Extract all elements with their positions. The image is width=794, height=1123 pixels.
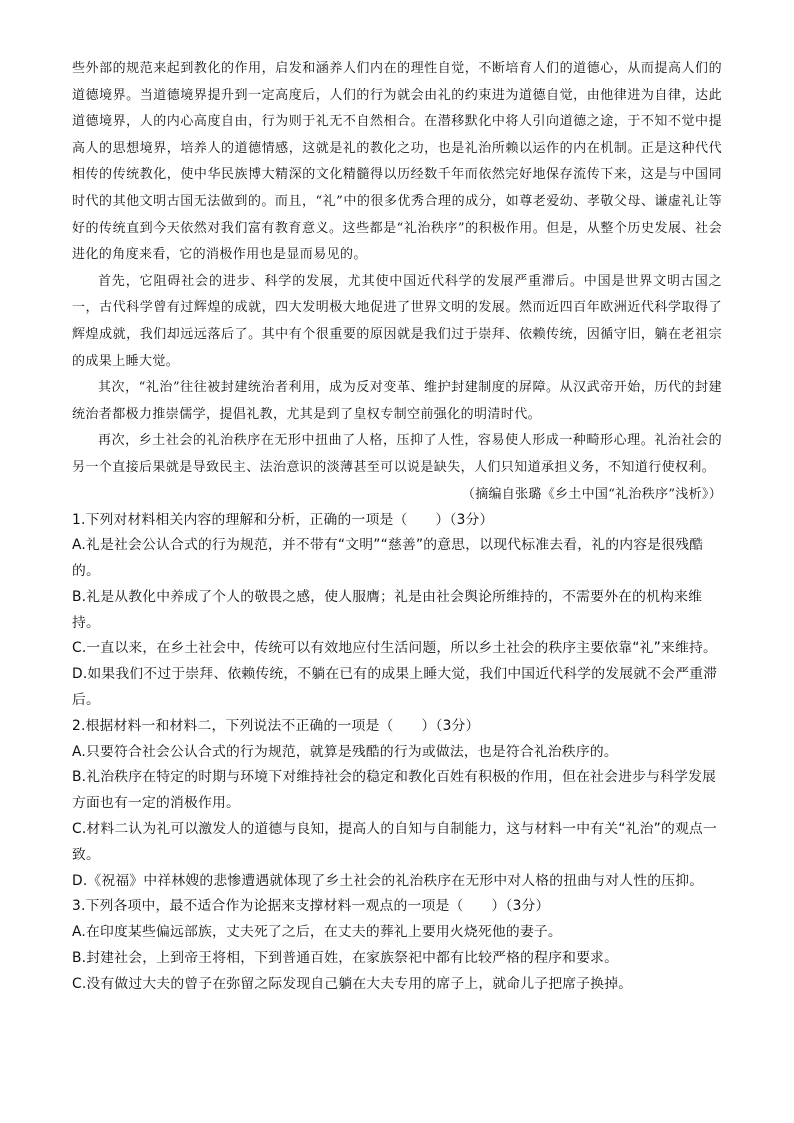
question-3-option-b: B.封建社会，上到帝王将相，下到普通百姓，在家族祭祀中都有比较严格的程序和要求。 — [72, 950, 619, 967]
question-1-option-c: C.一直以来，在乡土社会中，传统可以有效地应付生活问题，所以乡土社会的秩序主要依靠“礼”来维持。 — [72, 640, 717, 657]
exam-page — [72, 56, 722, 998]
question-1-stem: 1.下列对材料相关内容的理解和分析，正确的一项是（ ）（3分） — [72, 511, 494, 528]
question-3-option-a: A.在印度某些偏远部族，丈夫死了之后，在丈夫的葬礼上要用火烧死他的妻子。 — [72, 924, 562, 941]
passage-paragraph-2: 首先，它阻碍社会的进步、科学的发展，尤其使中国近代科学的发展严重滞后。中国是世界文明古国之一，古代科学曾有过辉煌的成就，四大发明极大地促进了世界文明的发展。然而近四百年欧洲近代科学取得了辉煌成就，我们却远远落后了。其中有个很重要的原因就是我们过于崇拜、依赖传统，因循守旧，躺在老祖宗的成果上睡大觉。 — [72, 273, 722, 369]
passage-paragraph-1: 些外部的规范来起到教化的作用，启发和涵养人们内在的理性自觉，不断培育人们的道德心，从而提高人们的道德境界。当道德境界提升到一定高度后，人们的行为就会由礼的约束进为道德自觉，由他律进为自律，达此道德境界，人的内心高度自由，行为则于礼无不自然相合。在潜移默化中将人引向道德之途，于不知不觉中提高人的思想境界，培养人的道德情感，这就是礼的教化之功，也是礼治所赖以运作的内在机制。正是这种代代相传的传统教化，使中华民族博大精深的文化精髓得以历经数千年而依然完好地保存流传下来，这是与中国同时代的其他文明古国无法做到的。而且，“礼”中的很多优秀合理的成分，如尊老爱幼、孝敬父母、谦虚礼让等好的传统直到今天依然对我们富有教育意义。这些都是“礼治秩序”的积极作用。但是，从整个历史发展、社会进化的角度来看，它的消极作用也是显而易见的。 — [72, 61, 722, 263]
question-1-option-d: D.如果我们不过于崇拜、依赖传统，不躺在已有的成果上睡大觉，我们中国近代科学的发展就不会严重滞后。 — [72, 666, 718, 709]
question-1-option-a: A.礼是社会公认合式的行为规范，并不带有“文明”“慈善”的意思，以现代标准去看，礼的内容是很残酷的。 — [72, 537, 704, 580]
passage-paragraph-4: 再次，乡土社会的礼治秩序在无形中扭曲了人格，压抑了人性，容易使人形成一种畸形心理。礼治社会的另一个直接后果就是导致民主、法治意识的淡薄甚至可以说是缺失，人们只知道承担义务，不知道行使权利。 — [72, 433, 722, 475]
question-2-option-d: D.《祝福》中祥林嫂的悲惨遭遇就体现了乡土社会的礼治秩序在无形中对人格的扭曲与对人性的压抑。 — [72, 872, 704, 889]
question-2-stem: 2.根据材料一和材料二，下列说法不正确的一项是（ ）（3分） — [72, 717, 480, 734]
reading-passage — [72, 56, 722, 482]
question-2-option-c: C.材料二认为礼可以激发人的道德与良知，提高人的自知与自制能力，这与材料一中有关“礼治”的观点一致。 — [72, 821, 717, 863]
question-list — [72, 508, 722, 998]
question-2 — [72, 714, 722, 895]
question-3 — [72, 894, 722, 997]
passage-source: （摘编自张璐《乡土中国“礼治秩序”浅析》） — [461, 486, 722, 502]
question-2-option-b: B.礼治秩序在特定的时期与环境下对维持社会的稳定和教化百姓有积极的作用，但在社会进步与科学发展方面也有一定的消极作用。 — [72, 769, 717, 812]
question-1 — [72, 508, 722, 714]
passage-paragraph-3: 其次，“礼治”往往被封建统治者利用，成为反对变革、维护封建制度的屏障。从汉武帝开始，历代的封建统治者都极力推崇儒学，提倡礼教，尤其是到了皇权专制空前强化的明清时代。 — [72, 380, 722, 422]
question-3-stem: 3.下列各项中，最不适合作为论据来支撑材料一观点的一项是（ ）（3分） — [72, 898, 550, 915]
question-2-option-a: A.只要符合社会公认合式的行为规范，就算是残酷的行为或做法，也是符合礼治秩序的。 — [72, 743, 618, 760]
question-3-option-c: C.没有做过大夫的曾子在弥留之际发现自己躺在大夫专用的席子上，就命儿子把席子换掉。 — [72, 975, 633, 992]
question-1-option-b: B.礼是从教化中养成了个人的敬畏之感，使人服膺；礼是由社会舆论所维持的，不需要外在的机构来维持。 — [72, 588, 703, 631]
